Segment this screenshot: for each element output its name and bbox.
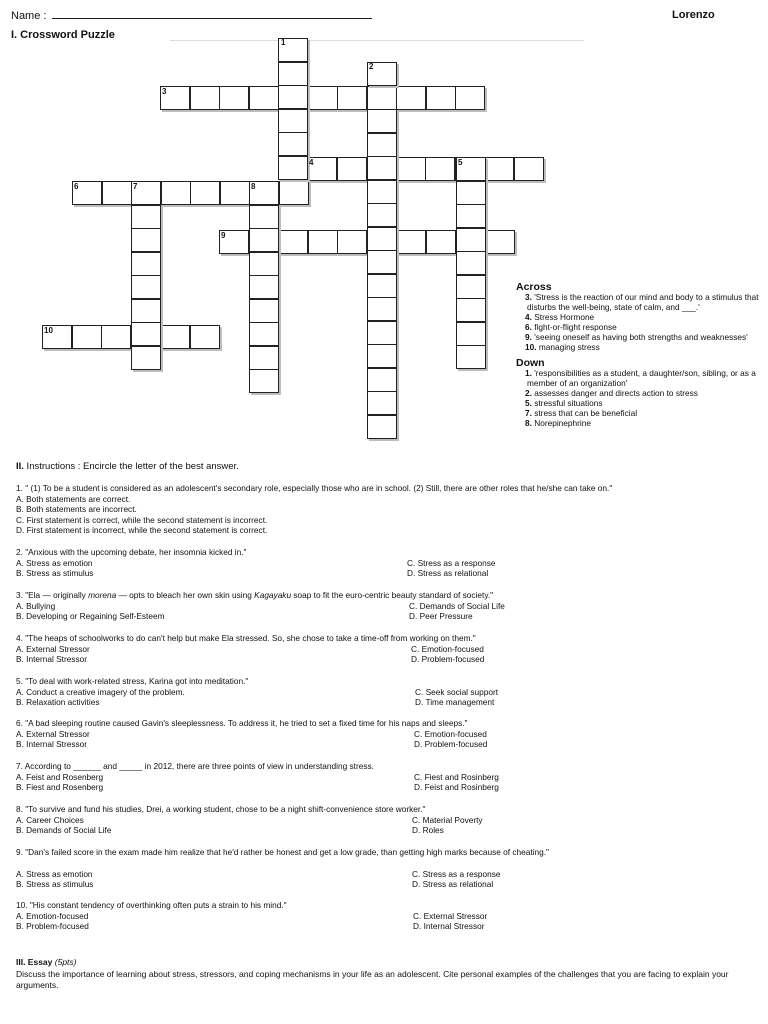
crossword-cell[interactable] — [456, 181, 486, 205]
option-b[interactable]: B. Fiest and Rosenberg — [16, 782, 104, 793]
option-d[interactable]: D. Stress as relational — [412, 879, 494, 890]
crossword-cell[interactable] — [278, 85, 308, 109]
section-3-points: (5pts) — [54, 957, 77, 967]
author-name: Lorenzo — [672, 9, 715, 21]
crossword-cell[interactable] — [484, 157, 514, 181]
crossword-cell[interactable] — [367, 86, 397, 110]
crossword-cell[interactable] — [456, 228, 486, 252]
option-c[interactable]: C. Emotion-focused — [414, 728, 487, 739]
crossword-cell[interactable] — [131, 205, 161, 229]
question-stem: 7. According to ______ and _____ in 2012, there are three points of view in understanding stress. — [16, 761, 374, 771]
option-b[interactable]: B. Demands of Social Life — [16, 825, 112, 836]
clue-number-8: 8 — [251, 182, 256, 191]
question-4 — [16, 633, 756, 665]
option-a[interactable]: A. Stress as emotion — [16, 557, 93, 568]
option-d[interactable]: D. Problem-focused — [414, 739, 488, 750]
option-a[interactable]: A. Bullying — [16, 600, 56, 611]
crossword-cell[interactable] — [101, 325, 131, 349]
option-b[interactable]: B. Problem-focused — [16, 921, 89, 932]
crossword-cell[interactable] — [102, 181, 132, 205]
crossword-cell[interactable] — [190, 86, 220, 110]
crossword-cell[interactable] — [190, 325, 220, 349]
crossword-cell[interactable] — [485, 230, 515, 254]
across-heading: Across — [516, 281, 552, 293]
crossword-cell[interactable] — [161, 181, 191, 205]
question-stem: 3. "Ela — originally morena — opts to bleach her own skin using Kagayaku soap to fit the euro-centric beauty standard of society." — [16, 590, 494, 600]
crossword-cell[interactable] — [367, 156, 397, 180]
crossword-cell[interactable] — [367, 391, 397, 415]
across-clue: 4. Stress Hormone — [525, 312, 595, 322]
clue-number-5: 5 — [458, 158, 463, 167]
clue-number-1: 1 — [281, 38, 286, 47]
crossword-cell[interactable] — [396, 230, 426, 254]
crossword-cell[interactable] — [456, 204, 486, 228]
clue-number-4: 4 — [309, 158, 314, 167]
clue-number-7: 7 — [133, 182, 138, 191]
crossword-cell[interactable] — [249, 275, 279, 299]
crossword-cell[interactable] — [456, 322, 486, 346]
question-6 — [16, 718, 756, 750]
crossword-cell[interactable] — [220, 181, 250, 205]
crossword-cell[interactable] — [396, 86, 426, 110]
option-a[interactable]: A. Emotion-focused — [16, 910, 89, 921]
crossword-cell[interactable] — [278, 109, 308, 133]
question-2 — [16, 547, 756, 579]
question-stem: 2. "Anxious with the upcoming debate, her insomnia kicked in." — [16, 547, 247, 557]
option[interactable]: C. First statement is correct, while the second statement is incorrect. — [16, 514, 268, 525]
crossword-cell[interactable] — [249, 252, 279, 276]
option-c[interactable]: C. External Stressor — [413, 910, 488, 921]
crossword-cell[interactable] — [337, 157, 367, 181]
crossword-cell[interactable] — [72, 325, 102, 349]
question-stem: 1. " (1) To be a student is considered as an adolescent's secondary role, especially those who are in school. (2) Still, there are other roles that he/she can take on." — [16, 483, 613, 493]
option-a[interactable]: A. Career Choices — [16, 814, 84, 825]
crossword-cell[interactable] — [279, 181, 309, 205]
across-clue: 3. 'Stress is the reaction of our mind and body to a stimulus that disturbs the well-being, state of calm, and ___.' — [525, 292, 759, 312]
crossword-cell[interactable] — [426, 230, 456, 254]
option-d[interactable]: D. Stress as relational — [407, 568, 489, 579]
crossword-cell[interactable] — [367, 274, 397, 298]
across-clue: 9. 'seeing oneself as having both strengths and weaknesses' — [525, 332, 748, 342]
crossword-cell[interactable] — [190, 181, 220, 205]
crossword-cell[interactable] — [278, 132, 308, 156]
crossword-cell[interactable] — [131, 299, 161, 323]
option-a[interactable]: A. Feist and Rosenberg — [16, 771, 104, 782]
crossword-cell[interactable] — [425, 157, 455, 181]
across-clue: 10. managing stress — [525, 342, 600, 352]
section-2-instructions — [16, 461, 239, 472]
section-2-text: Instructions : Encircle the letter of the best answer. — [23, 461, 239, 472]
option-d[interactable]: D. Problem-focused — [411, 654, 485, 665]
crossword-cell[interactable] — [160, 325, 190, 349]
crossword-cell[interactable] — [367, 133, 397, 157]
option[interactable]: D. First statement is incorrect, while the second statement is correct. — [16, 525, 268, 536]
crossword-cell[interactable] — [367, 344, 397, 368]
option-a[interactable]: A. Conduct a creative imagery of the problem. — [16, 686, 185, 697]
crossword-cell[interactable] — [367, 415, 397, 439]
option-c[interactable]: C. Stress as a response — [407, 557, 496, 568]
option-d[interactable]: D. Time management — [415, 697, 495, 708]
crossword-cell[interactable] — [278, 62, 308, 86]
option-d[interactable]: D. Roles — [412, 825, 444, 836]
crossword-cell[interactable] — [337, 86, 367, 110]
option-d[interactable]: D. Feist and Rosinberg — [414, 782, 499, 793]
crossword-cell[interactable] — [131, 228, 161, 252]
option-d[interactable]: D. Internal Stressor — [413, 921, 485, 932]
crossword-cell[interactable] — [131, 322, 161, 346]
clue-number-3: 3 — [162, 87, 167, 96]
crossword-cell[interactable] — [278, 230, 308, 254]
crossword-cell[interactable] — [308, 230, 338, 254]
option-c[interactable]: C. Seek social support — [415, 686, 499, 697]
crossword-cell[interactable] — [249, 205, 279, 229]
down-clue: 7. stress that can be beneficial — [525, 408, 638, 418]
crossword-cell[interactable] — [249, 86, 279, 110]
option-b[interactable]: B. Stress as stimulus — [16, 568, 94, 579]
question-8 — [16, 804, 756, 836]
clue-number-10: 10 — [44, 326, 53, 335]
crossword-cell[interactable] — [456, 251, 486, 275]
option-c[interactable]: C. Material Poverty — [412, 814, 483, 825]
crossword-cell[interactable] — [456, 345, 486, 369]
crossword-cell[interactable] — [249, 369, 279, 393]
name-label: Name : — [11, 10, 47, 22]
down-clues — [516, 368, 762, 428]
crossword-cell[interactable] — [367, 250, 397, 274]
crossword-cell[interactable] — [131, 275, 161, 299]
question-stem: 9. "Dan's failed score in the exam made him realize that he'd rather be honest and get a low grade, than getting high marks because of cheating." — [16, 847, 550, 857]
crossword-cell[interactable] — [249, 322, 279, 346]
section-2-number: II. — [16, 461, 24, 472]
question-3 — [16, 590, 756, 622]
crossword-cell[interactable] — [278, 156, 308, 180]
question-9 — [16, 847, 756, 890]
crossword-cell[interactable] — [367, 321, 397, 345]
crossword-title: I. Crossword Puzzle — [11, 29, 115, 41]
question-stem: 5. "To deal with work-related stress, Karina got into meditation." — [16, 676, 249, 686]
down-clue: 1. 'responsibilities as a student, a daughter/son, sibling, or as a member of an organization' — [525, 368, 756, 388]
crossword-cell[interactable] — [367, 109, 397, 133]
clue-list — [516, 282, 762, 428]
down-clue: 8. Norepinephrine — [525, 418, 591, 428]
crossword-cell[interactable] — [249, 346, 279, 370]
crossword-cell[interactable] — [367, 180, 397, 204]
question-7 — [16, 761, 756, 793]
option-c[interactable]: C. Demands of Social Life — [409, 600, 505, 611]
crossword-cell[interactable] — [367, 368, 397, 392]
essay-prompt: Discuss the importance of learning about stress, stressors, and coping mechanisms in your life as an adolescent. Cite personal examples of the challenges that you are facing to explain your arguments. — [16, 969, 729, 990]
crossword-cell[interactable] — [367, 227, 397, 251]
option-d[interactable]: D. Peer Pressure — [409, 611, 473, 622]
question-10 — [16, 900, 756, 932]
option-c[interactable]: C. Fiest and Rosinberg — [414, 771, 499, 782]
across-clues — [516, 292, 762, 352]
crossword-cell[interactable] — [337, 230, 367, 254]
across-clue: 6. fight-or-flight response — [525, 322, 617, 332]
option-b[interactable]: B. Stress as stimulus — [16, 879, 94, 890]
crossword-cell[interactable] — [514, 157, 544, 181]
crossword-cell[interactable] — [456, 275, 486, 299]
option-b[interactable]: B. Internal Stressor — [16, 739, 88, 750]
down-clue: 2. assesses danger and directs action to stress — [525, 388, 698, 398]
question-stem: 4. "The heaps of schoolworks to do can't help but make Ela stressed. So, she chose to take a time-off from working on them." — [16, 633, 476, 643]
question-1 — [16, 483, 612, 536]
question-5 — [16, 676, 756, 708]
option-b[interactable]: B. Developing or Regaining Self-Esteem — [16, 611, 165, 622]
option-a[interactable]: A. External Stressor — [16, 643, 90, 654]
crossword-cell[interactable] — [426, 86, 456, 110]
crossword-cell[interactable] — [367, 297, 397, 321]
clue-number-6: 6 — [74, 182, 79, 191]
option-c[interactable]: C. Emotion-focused — [411, 643, 484, 654]
crossword-cell[interactable] — [308, 86, 338, 110]
crossword-cell[interactable] — [396, 157, 426, 181]
crossword-cell[interactable] — [131, 252, 161, 276]
option-b[interactable]: B. Internal Stressor — [16, 654, 88, 665]
option-a[interactable]: A. External Stressor — [16, 728, 90, 739]
question-stem: 6. "A bad sleeping routine caused Gavin's sleeplessness. To address it, he tried to set a fixed time for his naps and sleeps." — [16, 718, 468, 728]
section-3-title — [16, 957, 77, 967]
option-b[interactable]: B. Relaxation activities — [16, 697, 100, 708]
option-a[interactable]: A. Stress as emotion — [16, 868, 93, 879]
option[interactable]: A. Both statements are correct. — [16, 493, 131, 504]
crossword-cell[interactable] — [249, 228, 279, 252]
crossword-cell[interactable] — [456, 298, 486, 322]
crossword-cell[interactable] — [455, 86, 485, 110]
section-3-heading: III. Essay — [16, 957, 53, 967]
down-heading: Down — [516, 357, 545, 369]
question-stem: 8. "To survive and fund his studies, Drei, a working student, chose to be a night shift-convenience store worker." — [16, 804, 426, 814]
clue-number-2: 2 — [369, 62, 374, 71]
option-c[interactable]: C. Stress as a response — [412, 868, 501, 879]
question-stem: 10. "His constant tendency of overthinking often puts a strain to his mind." — [16, 900, 287, 910]
crossword-cell[interactable] — [131, 346, 161, 370]
crossword-cell[interactable] — [367, 203, 397, 227]
crossword-cell[interactable] — [249, 299, 279, 323]
crossword-cell[interactable] — [219, 86, 249, 110]
option[interactable]: B. Both statements are incorrect. — [16, 504, 137, 515]
down-clue: 5. stressful situations — [525, 398, 603, 408]
clue-number-9: 9 — [221, 231, 226, 240]
